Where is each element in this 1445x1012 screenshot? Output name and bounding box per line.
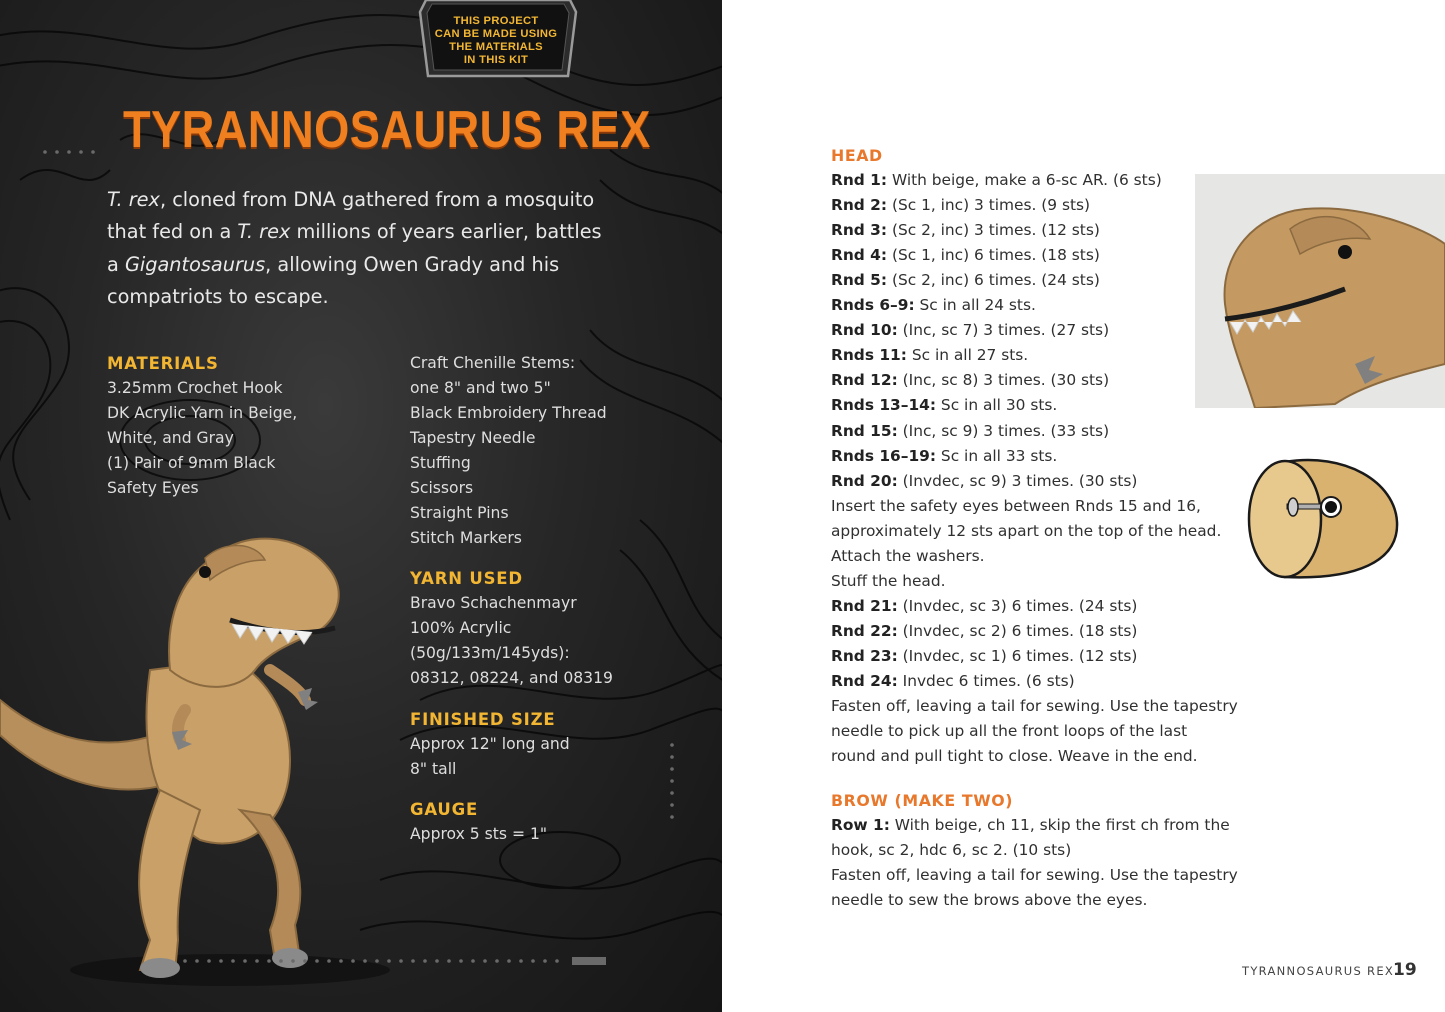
- instruction-row: [831, 619, 1137, 644]
- kit-badge-text: THIS PROJECT CAN BE MADE USING THE MATERIALS IN THIS KIT: [434, 15, 558, 66]
- round-label: Rnds 6–9:: [831, 296, 915, 315]
- instruction-row: [831, 863, 1238, 888]
- round-text: approximately 12 sts apart on the top of the head.: [831, 521, 1222, 540]
- instruction-row: [831, 193, 1090, 218]
- finished-size-line: Approx 12" long and: [410, 735, 570, 753]
- round-label: Row 1:: [831, 816, 890, 834]
- round-text: needle to sew the brows above the eyes.: [831, 891, 1148, 910]
- material-item: Safety Eyes: [107, 479, 199, 497]
- yarn-line: 08312, 08224, and 08319: [410, 669, 613, 687]
- instruction-row: [831, 368, 1109, 393]
- dotted-divider-bottom: [180, 955, 610, 967]
- intro-italic-2: T. rex: [237, 220, 291, 244]
- round-text: round and pull tight to close. Weave in the end.: [831, 747, 1198, 766]
- instruction-row: [831, 494, 1201, 519]
- round-text: (Inc, sc 7) 3 times. (27 sts): [897, 321, 1110, 340]
- yarn-line: 100% Acrylic: [410, 619, 512, 637]
- round-text: Sc in all 33 sts.: [936, 446, 1058, 465]
- material-item: Stitch Markers: [410, 529, 522, 547]
- round-label: Rnd 12:: [831, 371, 898, 390]
- intro-italic-3: Gigantosaurus: [124, 252, 266, 276]
- round-text: Invdec 6 times. (6 sts): [897, 672, 1075, 690]
- round-text: (Invdec, sc 3) 6 times. (24 sts): [897, 596, 1138, 615]
- finished-size-line: 8" tall: [410, 760, 457, 778]
- yarn-line: (50g/133m/145yds):: [410, 644, 570, 662]
- head-eye-placement-diagram: [1245, 452, 1405, 582]
- round-label: Rnd 22:: [831, 621, 898, 640]
- brow-section-heading: BROW (MAKE TWO): [831, 791, 1014, 810]
- instruction-row: [831, 744, 1198, 769]
- material-item: (1) Pair of 9mm Black: [107, 454, 276, 472]
- instruction-row: [831, 243, 1100, 268]
- round-text: needle to pick up all the front loops of the last: [831, 722, 1188, 741]
- round-label: Rnd 20:: [831, 471, 898, 490]
- materials-list-col2: [410, 351, 607, 551]
- instruction-row: [831, 544, 985, 569]
- material-item: White, and Gray: [107, 429, 234, 447]
- round-text: Sc in all 24 sts.: [914, 296, 1036, 315]
- intro-text-1: , cloned from DNA gathered from a mosquito that fed on a: [107, 188, 595, 244]
- intro-paragraph: [107, 184, 607, 313]
- instruction-row: [831, 694, 1238, 719]
- round-text: hook, sc 2, hdc 6, sc 2. (10 sts): [831, 841, 1072, 860]
- page-number: 19: [1393, 960, 1417, 980]
- instruction-row: [831, 343, 1028, 368]
- round-text: (Sc 1, inc) 6 times. (18 sts): [887, 246, 1100, 265]
- instruction-row: [831, 393, 1057, 418]
- material-item: DK Acrylic Yarn in Beige,: [107, 404, 298, 422]
- material-item: one 8" and two 5": [410, 379, 551, 397]
- round-label: Rnd 24:: [831, 672, 898, 690]
- round-text: Sc in all 27 sts.: [906, 346, 1029, 365]
- round-text: With beige, ch 11, skip the first ch from the: [889, 816, 1230, 834]
- round-text: (Sc 2, inc) 6 times. (24 sts): [887, 271, 1100, 290]
- instruction-row: [831, 813, 1230, 838]
- finished-size-heading: FINISHED SIZE: [410, 710, 556, 729]
- round-text: (Invdec, sc 9) 3 times. (30 sts): [897, 471, 1138, 490]
- instruction-row: [831, 168, 1162, 193]
- yarn-heading: YARN USED: [410, 569, 523, 588]
- round-text: Stuff the head.: [831, 571, 946, 590]
- round-label: Rnds 11:: [831, 346, 907, 365]
- instruction-row: [831, 594, 1137, 619]
- instruction-row: [831, 444, 1057, 469]
- material-item: Craft Chenille Stems:: [410, 354, 576, 372]
- instruction-row: [831, 318, 1109, 343]
- material-item: Black Embroidery Thread: [410, 404, 607, 422]
- instruction-row: [831, 218, 1100, 243]
- round-label: Rnd 15:: [831, 421, 898, 440]
- round-text: (Inc, sc 8) 3 times. (30 sts): [897, 371, 1110, 390]
- round-label: Rnd 5:: [831, 271, 888, 290]
- yarn-list: [410, 591, 613, 691]
- material-item: Straight Pins: [410, 504, 509, 522]
- round-label: Rnd 10:: [831, 321, 898, 340]
- instruction-row: [831, 644, 1137, 669]
- round-label: Rnds 13–14:: [831, 396, 937, 415]
- intro-italic-1: T. rex: [107, 188, 160, 211]
- finished-size-list: [410, 732, 570, 782]
- page-title: TYRANNOSAURUS REX: [123, 101, 651, 159]
- gauge-list: [410, 822, 547, 847]
- round-label: Rnds 16–19:: [831, 446, 937, 465]
- left-page: [0, 0, 722, 1012]
- round-text: Insert the safety eyes between Rnds 15 and 16,: [831, 496, 1201, 515]
- yarn-line: Bravo Schachenmayr: [410, 594, 577, 612]
- instruction-row: [831, 719, 1187, 744]
- round-label: Rnd 21:: [831, 596, 898, 615]
- trex-head-photo: [1195, 174, 1445, 408]
- instruction-row: [831, 569, 946, 594]
- instruction-row: [831, 888, 1147, 913]
- dotted-divider-vertical: [666, 740, 678, 820]
- head-section-heading: HEAD: [831, 146, 883, 165]
- dotted-divider-title-left: [40, 146, 100, 158]
- instruction-row: [831, 669, 1075, 694]
- material-item: 3.25mm Crochet Hook: [107, 379, 283, 397]
- round-text: Fasten off, leaving a tail for sewing. Use the tapestry: [831, 866, 1238, 885]
- instruction-row: [831, 838, 1071, 863]
- round-label: Rnd 2:: [831, 196, 888, 215]
- instruction-row: [831, 293, 1036, 318]
- material-item: Tapestry Needle: [410, 429, 536, 447]
- round-text: Fasten off, leaving a tail for sewing. Use the tapestry: [831, 697, 1238, 716]
- round-label: Rnd 1:: [831, 171, 888, 189]
- instruction-row: [831, 469, 1137, 494]
- round-text: (Sc 1, inc) 3 times. (9 sts): [887, 196, 1091, 215]
- round-text: With beige, make a 6-sc AR. (6 sts): [887, 171, 1162, 189]
- gauge-line: Approx 5 sts = 1": [410, 825, 548, 843]
- trex-amigurumi-photo: [0, 520, 400, 990]
- round-text: Attach the washers.: [831, 546, 985, 565]
- instruction-row: [831, 419, 1109, 444]
- intro-text-2: millions of years earlier, battles a: [107, 220, 602, 276]
- gauge-heading: GAUGE: [410, 800, 479, 819]
- round-label: Rnd 4:: [831, 246, 888, 265]
- round-label: Rnd 3:: [831, 221, 888, 240]
- round-text: (Invdec, sc 2) 6 times. (18 sts): [897, 621, 1138, 640]
- round-text: (Sc 2, inc) 3 times. (12 sts): [887, 221, 1100, 240]
- materials-heading: MATERIALS: [107, 354, 219, 373]
- round-label: Rnd 23:: [831, 646, 898, 665]
- material-item: Scissors: [410, 479, 474, 497]
- instruction-row: [831, 519, 1221, 544]
- material-item: Stuffing: [410, 454, 471, 472]
- round-text: (Inc, sc 9) 3 times. (33 sts): [897, 421, 1110, 440]
- round-text: Sc in all 30 sts.: [936, 396, 1058, 415]
- materials-list-col1: [107, 376, 297, 501]
- running-footer: TYRANNOSAURUS REX: [1242, 964, 1395, 978]
- intro-text-3: , allowing Owen Grady and his compatriots to escape.: [107, 252, 560, 308]
- instruction-row: [831, 268, 1100, 293]
- round-text: (Invdec, sc 1) 6 times. (12 sts): [897, 646, 1138, 665]
